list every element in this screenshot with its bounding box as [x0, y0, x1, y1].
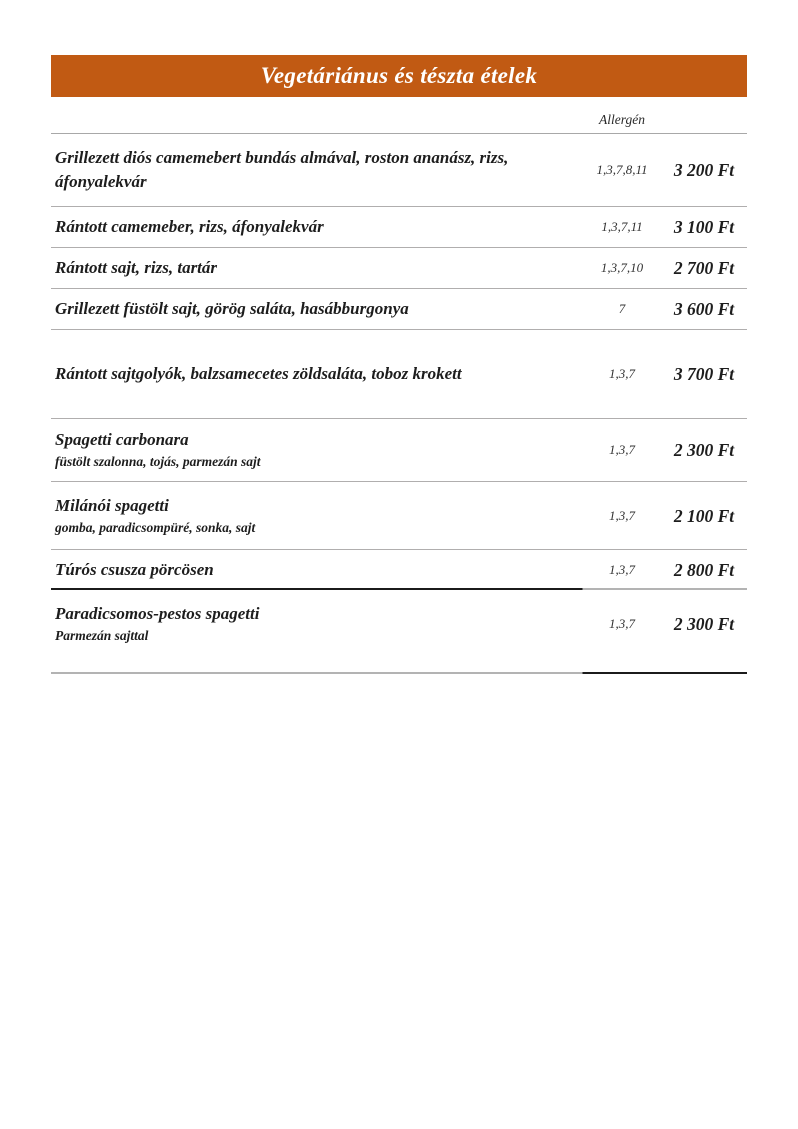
menu-item-row	[51, 590, 747, 674]
dish-name-cell	[51, 146, 583, 194]
menu-banner	[51, 55, 747, 97]
dish-name-cell	[51, 558, 583, 582]
dish-title: Paradicsomos-pestos spagetti	[55, 604, 260, 623]
page-title: Vegetáriánus és tészta ételek	[260, 63, 538, 88]
menu-item-row	[51, 482, 747, 550]
dish-price: 2 300 Ft	[673, 439, 735, 460]
menu-item-row	[51, 419, 747, 482]
menu-item-row	[51, 550, 747, 590]
dish-title: Grillezett füstölt sajt, görög saláta, hasábburgonya	[55, 299, 409, 318]
dish-description: gomba, paradicsompüré, sonka, sajt	[55, 520, 256, 535]
menu-item-row	[51, 207, 747, 248]
dish-name-cell	[51, 428, 583, 472]
dish-price: 3 600 Ft	[673, 298, 735, 319]
dish-price: 3 100 Ft	[673, 216, 735, 237]
dish-name-cell	[51, 256, 583, 280]
menu-item-row	[51, 134, 747, 207]
allergen-column-header: Allergén	[599, 112, 645, 127]
dish-title: Spagetti carbonara	[55, 430, 189, 449]
dish-price: 3 200 Ft	[673, 159, 735, 180]
menu-rows	[51, 134, 747, 674]
dish-name-cell	[51, 602, 583, 646]
dish-name-cell	[51, 215, 583, 239]
dish-allergens: 1,3,7	[609, 508, 635, 523]
dish-name-cell	[51, 494, 583, 538]
dish-allergens: 1,3,7,10	[600, 260, 644, 275]
menu-item-row	[51, 248, 747, 289]
dish-allergens: 1,3,7	[609, 616, 635, 631]
dish-price: 2 300 Ft	[673, 613, 735, 634]
dish-price: 3 700 Ft	[673, 363, 735, 384]
dish-title: Milánói spagetti	[55, 496, 169, 515]
dish-allergens: 7	[618, 301, 626, 316]
dish-title: Rántott camemeber, rizs, áfonyalekvár	[55, 217, 324, 236]
menu-table	[51, 97, 747, 674]
dish-price: 2 700 Ft	[673, 257, 735, 278]
dish-allergens: 1,3,7	[609, 366, 635, 381]
dish-allergens: 1,3,7,8,11	[596, 162, 648, 177]
dish-title: Rántott sajtgolyók, balzsamecetes zöldsaláta, toboz krokett	[55, 364, 462, 383]
menu-item-row	[51, 289, 747, 330]
dish-allergens: 1,3,7	[609, 562, 635, 577]
dish-title: Grillezett diós camemebert bundás almával, roston ananász, rizs, áfonyalekvár	[55, 148, 509, 191]
dish-price: 2 800 Ft	[673, 559, 735, 580]
dish-name-cell	[51, 362, 583, 386]
dish-description: füstölt szalonna, tojás, parmezán sajt	[55, 454, 261, 469]
table-header-row	[51, 97, 747, 134]
dish-name-cell	[51, 297, 583, 321]
dish-allergens: 1,3,7,11	[601, 219, 643, 234]
dish-allergens: 1,3,7	[609, 442, 635, 457]
dish-price: 2 100 Ft	[673, 505, 735, 526]
dish-title: Túrós csusza pörcösen	[55, 560, 214, 579]
dish-description: Parmezán sajttal	[55, 628, 149, 643]
menu-item-row	[51, 330, 747, 419]
dish-title: Rántott sajt, rizs, tartár	[55, 258, 218, 277]
